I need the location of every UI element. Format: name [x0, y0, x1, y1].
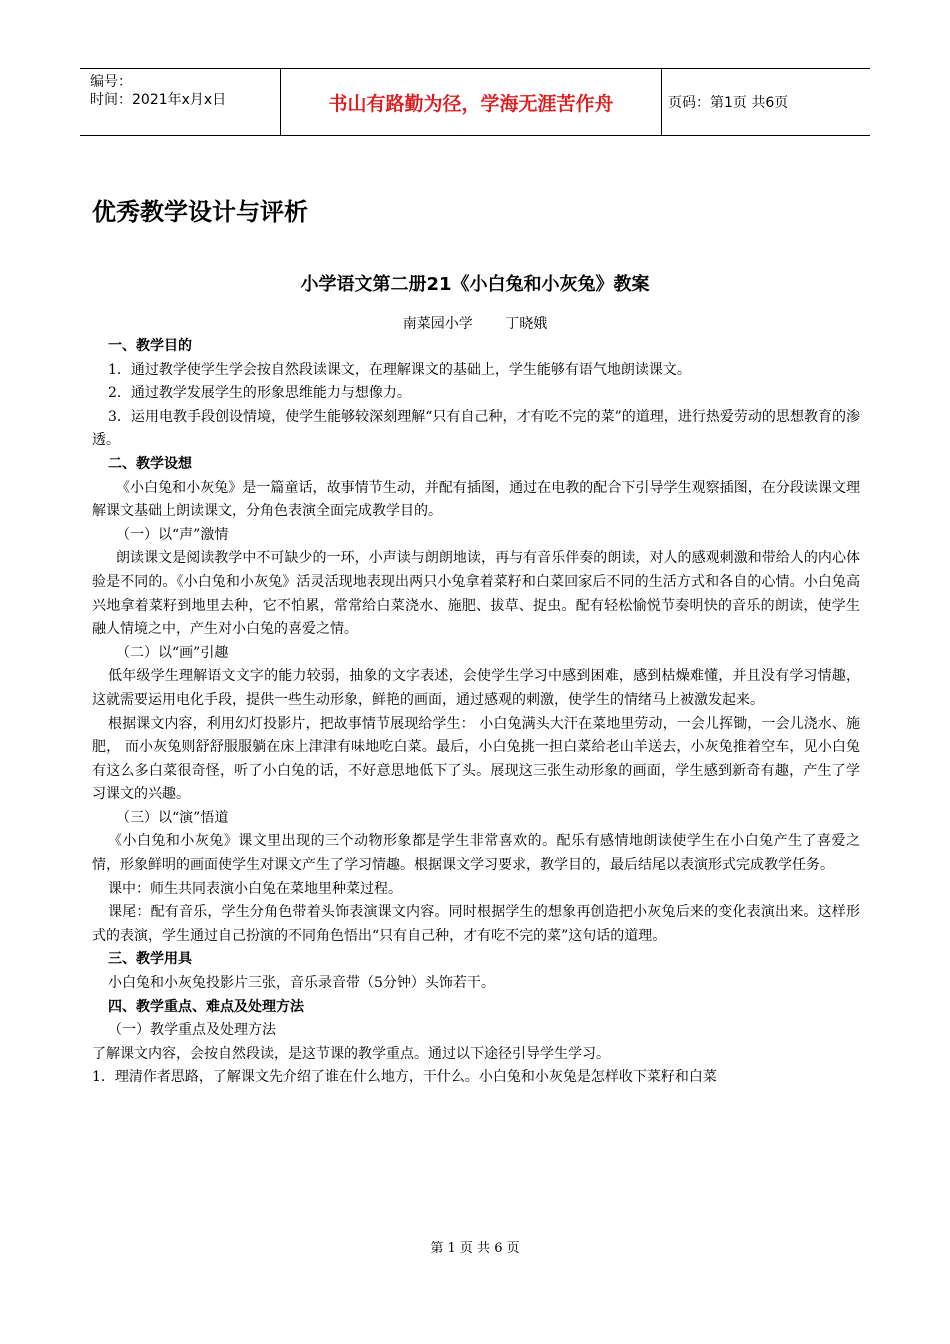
- byline: [0, 313, 950, 333]
- paragraph: 1．理清作者思路，了解课文先介绍了谁在什么地方，干什么。小白兔和小灰兔是怎样收下菜籽和白菜: [92, 1069, 717, 1086]
- paragraph: 小白兔和小灰兔投影片三张，音乐录音带（5分钟）头饰若干。: [108, 975, 495, 992]
- paragraph: 3．运用电教手段创设情境，使学生能够较深刻理解“只有自己种，才有吃不完的菜”的道理，进行热爱劳动的思想教育的渗透。: [92, 408, 860, 449]
- document-body: [92, 335, 860, 1090]
- paragraph: 1．通过教学使学生学会按自然段读课文，在理解课文的基础上，学生能够有语气地朗读课文。: [108, 361, 691, 378]
- section-heading: 二、教学设想: [108, 455, 192, 472]
- section-heading: 四、教学重点、难点及处理方法: [108, 998, 304, 1015]
- paragraph: 2．通过教学发展学生的形象思维能力与想像力。: [108, 385, 411, 402]
- paragraph: 课尾：配有音乐，学生分角色带着头饰表演课文内容。同时根据学生的想象再创造把小灰兔后来的变化表演出来。这样形式的表演，学生通过自己扮演的不同角色悟出“只有自己种，才有吃不完的菜”这句话的道理。: [92, 904, 860, 944]
- paragraph: 根据课文内容，利用幻灯投影片，把故事情节展现给学生： 小白兔满头大汗在菜地里劳动，一会儿挥锄，一会儿浇水、施肥， 而小灰兔则舒舒服服躺在床上津津有味地吃白菜。最后，小白兔挑一担白菜给老山羊送去，小灰兔推着空车，见小白兔有这么多白菜很奇怪，听了小白兔的话，不好意思地低下了头。展现这三张生动形象的画面，学生感到新奇有趣，产生了学习课文的兴趣。: [92, 715, 860, 803]
- header-meta: [80, 69, 280, 135]
- page-footer: 第 1 页 共 6 页: [430, 1241, 520, 1256]
- byline-school: 南菜园小学: [402, 316, 473, 332]
- lesson-title: 小学语文第二册21《小白兔和小灰兔》教案: [300, 274, 650, 295]
- header-table: [80, 68, 870, 136]
- code-label: 编号：: [90, 74, 132, 90]
- paragraph: 朗读课文是阅读教学中不可缺少的一环，小声读与朗朗地读，再与有音乐伴奏的朗读，对人的感观刺激和带给人的内心体验是不同的。《小白兔和小灰兔》活灵活现地表现出两只小兔拿着菜籽和白菜回家后不同的生活方式和各自的心情。小白兔高兴地拿着菜籽到地里去种，它不怕累，常常给白菜浇水、施肥、拔草、捉虫。配有轻松愉悦节奏明快的音乐的朗读，使学生融人情境之中，产生对小白兔的喜爱之情。: [92, 550, 860, 638]
- date-label: 时间：2021年x月x日: [90, 92, 227, 108]
- subsection-heading: （一）以“声”激情: [116, 526, 229, 543]
- header-page-info: 页码：第1页 共6页: [668, 95, 789, 111]
- doc-title: 优秀教学设计与评析: [92, 198, 308, 226]
- paragraph: 课中：师生共同表演小白兔在菜地里种菜过程。: [108, 880, 402, 897]
- paragraph: 了解课文内容，会按自然段读，是这节课的教学重点。通过以下途径引导学生学习。: [92, 1045, 610, 1062]
- subsection-heading: （二）以“画”引趣: [116, 644, 229, 661]
- section-heading: 三、教学用具: [108, 951, 192, 968]
- paragraph: （一）教学重点及处理方法: [108, 1022, 276, 1039]
- paragraph: 《小白兔和小灰兔》课文里出现的三个动物形象都是学生非常喜欢的。配乐有感情地朗读使学生在小白兔产生了喜爱之情，形象鲜明的画面使学生对课文产生了学习情趣。根据课文学习要求，教学目的，最后结尾以表演形式完成教学任务。: [92, 833, 860, 874]
- byline-author: 丁晓娥: [505, 316, 548, 332]
- header-motto: 书山有路勤为径，学海无涯苦作舟: [280, 69, 662, 135]
- paragraph: 《小白兔和小灰兔》是一篇童话，故事情节生动，并配有插图，通过在电教的配合下引导学生观察插图，在分段读课文理解课文基础上朗读课文，分角色表演全面完成教学目的。: [92, 479, 860, 520]
- paragraph: 低年级学生理解语文文字的能力较弱，抽象的文字表述，会使学生学习中感到困难，感到枯燥难懂，并且没有学习情趣，这就需要运用电化手段，提供一些生动形象，鲜艳的画面，通过感观的刺激，使学生的情绪马上被激发起来。: [92, 668, 860, 708]
- section-heading: 一、教学目的: [108, 338, 192, 354]
- subsection-heading: （三）以“演”悟道: [116, 809, 229, 826]
